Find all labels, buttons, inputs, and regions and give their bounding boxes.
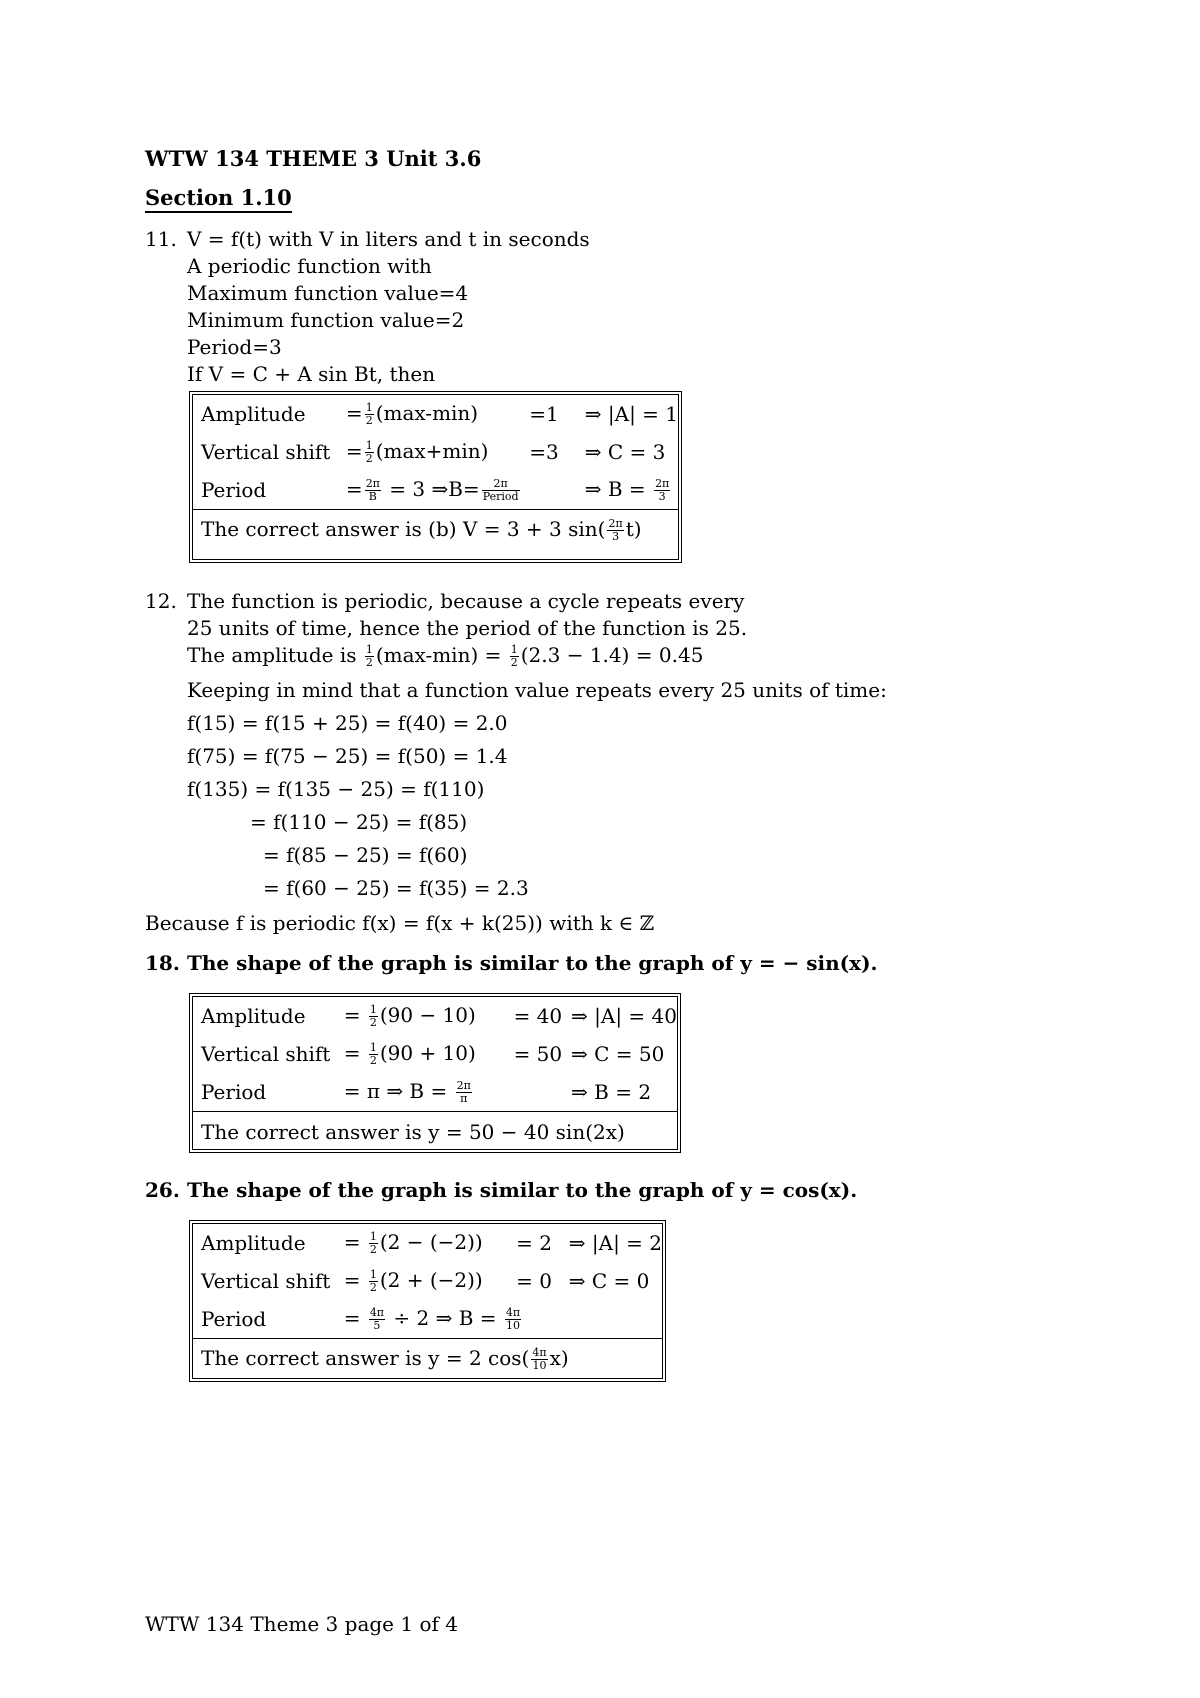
- q18-solution-box: [189, 993, 681, 1153]
- row-label: Period: [201, 478, 267, 502]
- q11-line-5: Period=3: [187, 335, 282, 359]
- question-number: 18.: [145, 951, 180, 975]
- row-label: Vertical shift: [201, 440, 331, 464]
- question-number: 12.: [145, 589, 177, 613]
- row-value: = 0: [516, 1269, 552, 1293]
- row-label: Amplitude: [201, 1004, 306, 1028]
- question-26-heading: [145, 1177, 857, 1204]
- row-result: ⇒ C = 0: [568, 1269, 650, 1293]
- row-label: Vertical shift: [201, 1042, 331, 1066]
- row-expression: = π ⇒ B = $\frac{2\pi}{\pi}$: [343, 1079, 471, 1105]
- row-result: ⇒ B = $\frac{2\pi}{3}$: [584, 477, 670, 503]
- q12-periodic-note: Because f is periodic f(x) = f(x + k(25)) with k ∈ ℤ: [145, 911, 655, 935]
- row-label: Period: [201, 1307, 267, 1331]
- row-label: Amplitude: [201, 1231, 306, 1255]
- row-expression: = $\frac{1}{2}$ (90 + 10): [343, 1041, 476, 1067]
- question-18-heading: [145, 950, 878, 977]
- question-number: 11.: [145, 227, 177, 251]
- q12-equation-4: = f(110 − 25) = f(85): [250, 810, 468, 834]
- row-result: ⇒ |A| = 2: [568, 1231, 662, 1255]
- question-number: 26.: [145, 1178, 180, 1202]
- row-expression: = $\frac{1}{2}$ (90 − 10): [343, 1003, 476, 1029]
- q11-line-3: Maximum function value=4: [187, 281, 469, 305]
- row-result: ⇒ C = 50: [571, 1042, 665, 1066]
- row-expression: = $\frac{1}{2}$ (max+min): [345, 439, 489, 465]
- row-value: =1: [529, 402, 559, 426]
- row-value: = 50: [513, 1042, 563, 1066]
- q11-line-4: Minimum function value=2: [187, 308, 465, 332]
- q11-solution-box: [189, 391, 682, 563]
- question-12: [145, 588, 887, 937]
- q12-line-4: Keeping in mind that a function value repeats every 25 units of time:: [187, 678, 887, 702]
- row-expression: = $\frac{2\pi}{B}$ = 3 ⇒B= $\frac{2\pi}{\text{Period}}$: [345, 477, 519, 503]
- row-value: = 2: [516, 1231, 552, 1255]
- q18-heading-text: The shape of the graph is similar to the graph of y = − sin(x).: [187, 951, 878, 975]
- row-label: Vertical shift: [201, 1269, 331, 1293]
- row-label: Period: [201, 1080, 267, 1104]
- q12-equation-6: = f(60 − 25) = f(35) = 2.3: [263, 876, 529, 900]
- q11-line-1: V = f(t) with V in liters and t in seconds: [187, 227, 590, 251]
- q12-equation-1: f(15) = f(15 + 25) = f(40) = 2.0: [187, 711, 508, 735]
- question-11: [145, 226, 590, 388]
- q12-line-3: The amplitude is $\frac{1}{2}$ (max-min) = $\frac{1}{2}$ (2.3 − 1.4) = 0.45: [187, 643, 704, 669]
- row-result: ⇒ |A| = 40: [571, 1004, 677, 1028]
- row-result: ⇒ C = 3: [584, 440, 666, 464]
- row-value: = 40: [513, 1004, 563, 1028]
- row-result: ⇒ B = 2: [571, 1080, 652, 1104]
- correct-answer: The correct answer is y = 2 cos( $\frac{4\pi}{10}$ x): [193, 1339, 662, 1380]
- page-footer: WTW 134 Theme 3 page 1 of 4: [145, 1612, 458, 1636]
- q12-line-2: 25 units of time, hence the period of the function is 25.: [187, 616, 748, 640]
- row-expression: = $\frac{4\pi}{5}$ ÷ 2 ⇒ B = $\frac{4\pi}{10}$: [343, 1306, 521, 1332]
- q12-equation-2: f(75) = f(75 − 25) = f(50) = 1.4: [187, 744, 508, 768]
- row-expression: = $\frac{1}{2}$ (max-min): [345, 401, 479, 427]
- row-expression: = $\frac{1}{2}$ (2 + (−2)): [343, 1268, 483, 1294]
- q26-heading-text: The shape of the graph is similar to the graph of y = cos(x).: [187, 1178, 858, 1202]
- row-label: Amplitude: [201, 402, 306, 426]
- correct-answer: The correct answer is y = 50 − 40 sin(2x): [193, 1112, 677, 1153]
- q12-equation-5: = f(85 − 25) = f(60): [263, 843, 468, 867]
- correct-answer: The correct answer is (b) V = 3 + 3 sin( $\frac{2\pi}{3}$ t): [193, 510, 678, 551]
- q12-line-1: The function is periodic, because a cycle repeats every: [187, 589, 745, 613]
- row-result: ⇒ |A| = 1: [584, 402, 678, 426]
- page-title: WTW 134 THEME 3 Unit 3.6: [145, 146, 482, 171]
- q11-line-6: If V = C + A sin Bt, then: [187, 362, 436, 386]
- q11-line-2: A periodic function with: [187, 254, 432, 278]
- q26-solution-box: [189, 1220, 666, 1382]
- row-value: =3: [529, 440, 559, 464]
- q12-equation-3: f(135) = f(135 − 25) = f(110): [187, 777, 485, 801]
- section-heading: Section 1.10: [145, 186, 292, 213]
- row-expression: = $\frac{1}{2}$ (2 − (−2)): [343, 1230, 483, 1256]
